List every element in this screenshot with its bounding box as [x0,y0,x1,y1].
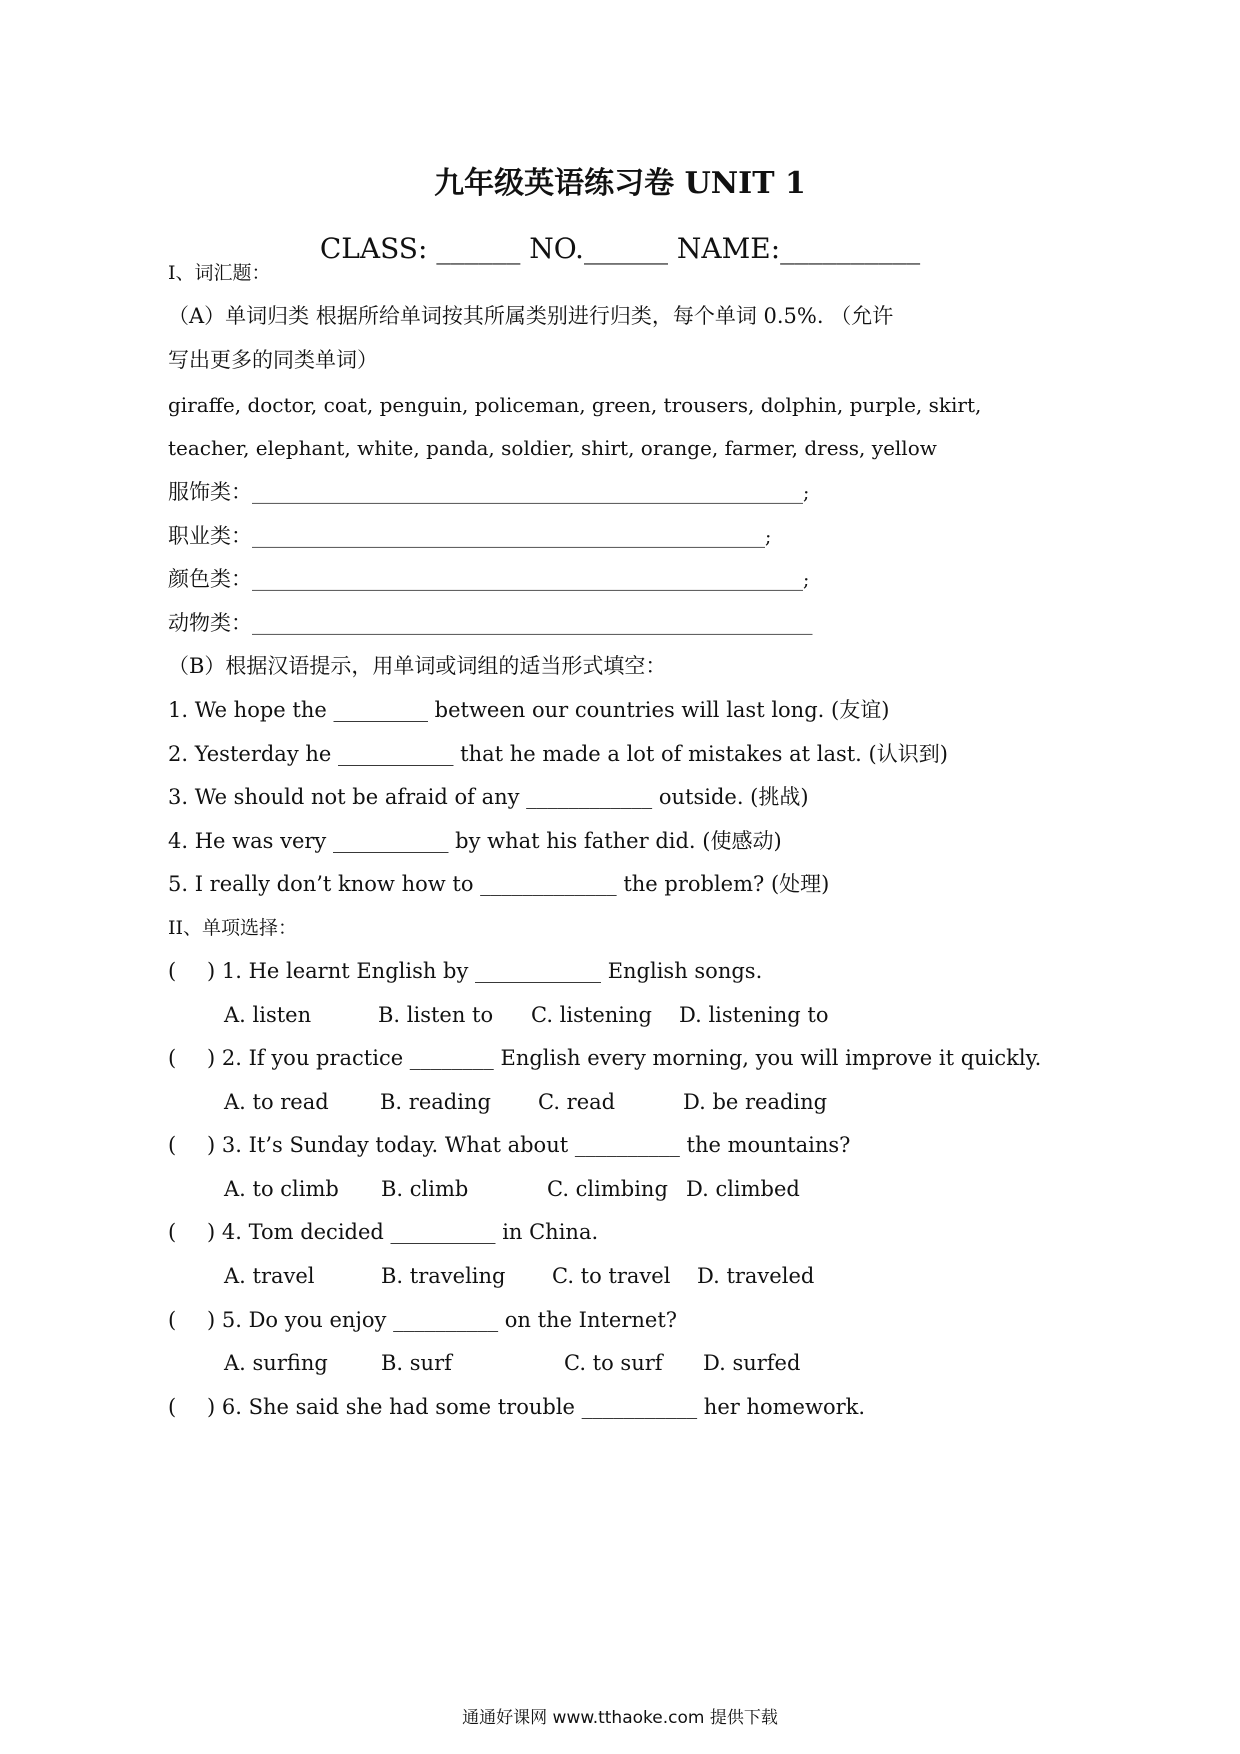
part-b-heading: （B）根据汉语提示，用单词或词组的适当形式填空： [168,654,667,678]
question-1-option-c: C. listening [531,1003,652,1027]
question-4-option-a: A. travel [224,1264,315,1288]
section-1-heading: I、词汇题： [168,262,271,284]
question-2-option-b: B. reading [380,1090,491,1114]
answer-paren: ( [168,1395,177,1419]
part-a-instruction-line-1: （A）单词归类 根据所给单词按其所属类别进行归类，每个单词 0.5%. （允许 [168,304,894,328]
question-1-option-a: A. listen [224,1003,312,1027]
question-4-stem: ) 4. Tom decided __________ in China. [207,1220,599,1244]
footer-source: 通通好课网 www.tthaoke.com 提供下载 [462,1708,778,1728]
class-field: CLASS: ______ [319,232,521,265]
section-2-heading: II、单项选择： [168,917,298,939]
question-3-option-c: C. climbing [547,1177,668,1201]
answer-blank: ______________________________________________________; [252,526,772,548]
part-b-item-2: 2. Yesterday he ___________ that he made a lot of mistakes at last. (认识到) [168,742,948,766]
answer-blank: ___________________________________________________________ [252,613,813,635]
part-b-item-1: 1. We hope the _________ between our countries will last long. (友谊) [168,698,890,722]
question-1-option-b: B. listen to [378,1003,494,1027]
answer-paren: ( [168,1220,177,1244]
name-field: NAME:__________ [676,232,921,265]
question-2-option-c: C. read [538,1090,616,1114]
category-color [168,564,809,595]
question-4-option-c: C. to travel [552,1264,671,1288]
question-3-option-b: B. climb [381,1177,469,1201]
answer-blank: __________________________________________________________; [252,569,810,591]
category-animal [168,608,813,639]
question-5-option-a: A. surfing [224,1351,328,1375]
question-4-option-d: D. traveled [697,1264,815,1288]
category-label: 服饰类： [168,480,252,504]
answer-paren: ( [168,959,177,983]
number-field: NO.______ [529,232,668,265]
answer-blank: __________________________________________________________; [252,482,810,504]
category-label: 颜色类： [168,567,252,591]
word-list-line-1: giraffe, doctor, coat, penguin, policeman, green, trousers, dolphin, purple, skirt, [168,393,982,417]
question-5-option-c: C. to surf [564,1351,663,1375]
question-4-option-b: B. traveling [381,1264,506,1288]
question-2-option-a: A. to read [224,1090,329,1114]
question-3-option-a: A. to climb [224,1177,339,1201]
category-occupation [168,521,771,552]
question-2-stem: ) 2. If you practice ________ English every morning, you will improve it quickly. [207,1046,1042,1070]
part-b-item-3: 3. We should not be afraid of any ____________ outside. (挑战) [168,785,809,809]
question-6-stem: ) 6. She said she had some trouble ___________ her homework. [207,1395,866,1419]
question-5-option-d: D. surfed [703,1351,801,1375]
question-2-option-d: D. be reading [683,1090,828,1114]
part-a-instruction-line-2: 写出更多的同类单词） [168,348,378,372]
question-3-stem: ) 3. It’s Sunday today. What about __________ the mountains? [207,1133,851,1157]
answer-paren: ( [168,1133,177,1157]
question-3-option-d: D. climbed [686,1177,800,1201]
part-b-item-4: 4. He was very ___________ by what his father did. (使感动) [168,829,782,853]
answer-paren: ( [168,1046,177,1070]
category-clothing [168,477,809,508]
question-1-stem: ) 1. He learnt English by ____________ English songs. [207,959,763,983]
category-label: 动物类： [168,611,252,635]
question-1-option-d: D. listening to [679,1003,829,1027]
word-list-line-2: teacher, elephant, white, panda, soldier, shirt, orange, farmer, dress, yellow [168,436,937,460]
part-b-item-5: 5. I really don’t know how to _____________ the problem? (处理) [168,872,830,896]
question-5-option-b: B. surf [381,1351,452,1375]
category-label: 职业类： [168,524,252,548]
question-5-stem: ) 5. Do you enjoy __________ on the Internet? [207,1308,678,1332]
answer-paren: ( [168,1308,177,1332]
page-title: 九年级英语练习卷 UNIT 1 [434,166,806,201]
